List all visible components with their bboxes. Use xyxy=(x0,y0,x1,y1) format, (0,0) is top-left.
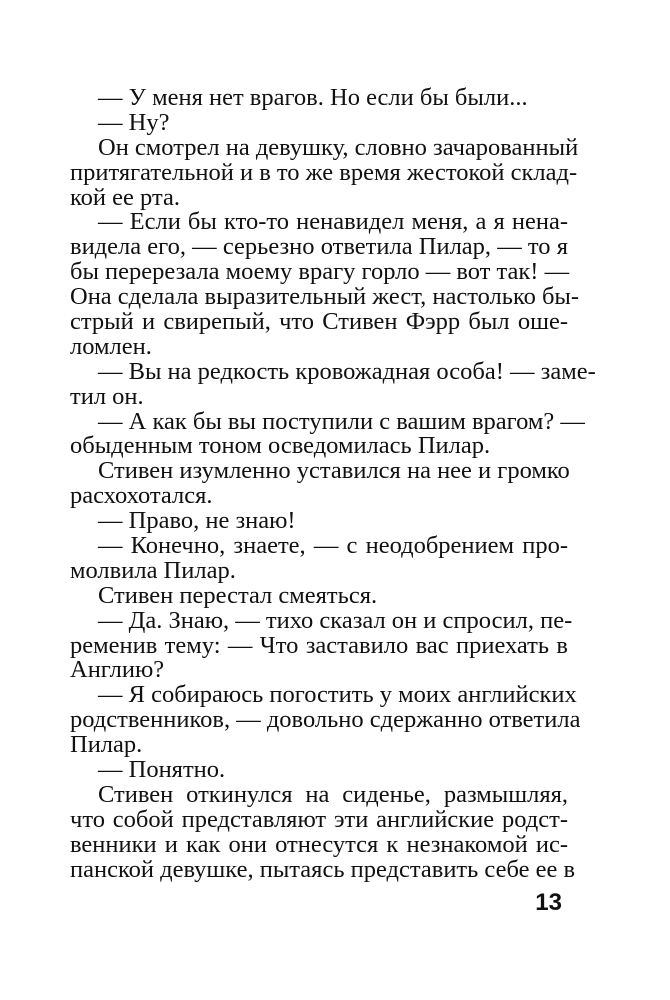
text-line: — А как бы вы поступили с вашим врагом? — xyxy=(98,407,585,435)
text-line: — Конечно, знаете, — с неодобрением про- xyxy=(98,532,568,560)
text-line: что собой представляют эти английские родст- xyxy=(70,805,568,833)
text-line: — Я собираюсь погостить у моих английских xyxy=(98,681,577,709)
text-line: стрый и свирепый, что Стивен Фэрр был ошe- xyxy=(70,308,568,336)
text-line: панской девушке, пытаясь представить себе ее в xyxy=(70,855,576,883)
text-line: — Вы на редкость кровожадная особа! — заме- xyxy=(98,357,596,385)
text-line: Он смотрел на девушку, словно зачарованный xyxy=(98,133,579,161)
text-line: кой ее рта. xyxy=(70,183,180,211)
text-line: — Если бы кто-то ненавидел меня, а я нена- xyxy=(98,208,568,236)
body-text xyxy=(70,84,596,883)
text-line: — Ну? xyxy=(98,108,170,136)
text-line: обыденным тоном осведомилась Пилар. xyxy=(70,432,491,460)
text-line: Пилар. xyxy=(70,731,143,759)
page-number: 13 xyxy=(535,889,562,916)
text-line: Стивен изумленно уставился на нее и громко xyxy=(98,457,570,485)
text-line: молвила Пилар. xyxy=(70,556,236,584)
text-line: притягательной и в то же время жестокой склад- xyxy=(70,158,578,186)
text-line: венники и как они отнесутся к незнакомой ис- xyxy=(70,830,568,858)
text-line: видела его, — серьезно ответила Пилар, — то я xyxy=(70,233,568,261)
text-line: Стивен перестал смеяться. xyxy=(98,581,378,609)
text-line: бы перерезала моему врагу горло — вот так! — xyxy=(70,258,570,286)
text-line: — Понятно. xyxy=(98,756,226,784)
text-line: тил он. xyxy=(70,382,144,410)
text-line: Англию? xyxy=(70,656,165,684)
text-line: ременив тему: — Что заставило вас приехать в xyxy=(70,631,568,659)
text-line: — Да. Знаю, — тихо сказал он и спросил, пе- xyxy=(98,606,573,634)
text-line: родственников, — довольно сдержанно ответила xyxy=(70,706,581,734)
text-line: — Право, не знаю! xyxy=(98,507,296,535)
text-line: Стивен откинулся на сиденье, размышляя, xyxy=(98,780,568,808)
text-line: Она сделала выразительный жест, настолько бы- xyxy=(70,283,580,311)
text-line: расхохотался. xyxy=(70,482,213,510)
text-line: ломлен. xyxy=(70,332,152,360)
text-line: — У меня нет врагов. Но если бы были... xyxy=(98,84,528,111)
